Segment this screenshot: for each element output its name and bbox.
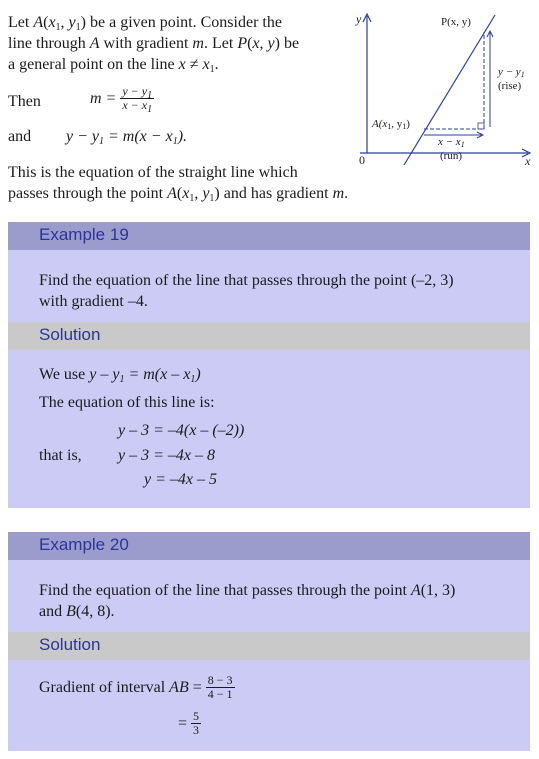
problem-line-1: Find the equation of the line that passes through the point (–2, 3) [39, 272, 454, 289]
example-19-solution [8, 350, 530, 508]
step-2: y – 3 = –4x – 8 [118, 447, 215, 464]
example-20-box [8, 532, 530, 751]
example-20-title: Example 20 [39, 535, 129, 554]
intro-para-2: passes through the point $A(x_1$, $y_1$) and has gradient m. [8, 185, 349, 204]
intro-para-1: This is the equation of the straight line which [8, 164, 298, 181]
example-20-solution [8, 660, 530, 751]
example-19-solution-header [8, 322, 530, 350]
and-label: and [8, 128, 32, 145]
problem-line-2: with gradient –4. [39, 293, 148, 310]
solution-title: Solution [39, 635, 101, 654]
gradient-formula: m = $\frac{y - y_1}{x - x_1}$ [90, 84, 153, 115]
intro-line-1: Let $A(x_1$, $y_1$) be a given point. Consider the [8, 14, 282, 33]
example-19-header [8, 222, 530, 250]
step-1: y – 3 = –4(x – (–2)) [118, 422, 245, 439]
we-use-line: We use $y - y_1 = m(x - x_1)$ [39, 366, 201, 385]
then-label: Then [8, 93, 41, 110]
equation-intro: The equation of this line is: [39, 394, 215, 411]
point-gradient-equation: $y - y_1 = m(x - x_1)$. [66, 128, 188, 147]
example-19-problem [8, 250, 530, 322]
gradient-diagram [350, 8, 535, 168]
example-20-header [8, 532, 530, 560]
example-20-problem [8, 560, 530, 632]
intro-line-2: line through A with gradient m. Let P(x, y) be [8, 35, 300, 52]
origin-label: 0 [359, 153, 365, 167]
x-axis-label: x [525, 154, 531, 168]
run-expression: x − x1 [438, 136, 465, 149]
gradient-result: = $\frac{5}{3}$ [178, 709, 200, 737]
point-P-label: P(x, y) [441, 16, 471, 28]
example-20-solution-header [8, 632, 530, 660]
example-19-box [8, 222, 530, 508]
solution-title: Solution [39, 325, 101, 344]
gradient-calculation: Gradient of interval AB = $\frac{8 - 3}{4 - 1}$ [39, 673, 233, 701]
point-A-label: A(x1, y1) [372, 118, 410, 131]
rise-label: (rise) [498, 80, 522, 92]
intro-line-3: a general point on the line $x \ne x_1$. [8, 56, 219, 75]
rise-expression: y − y1 [498, 66, 525, 79]
problem-line-1: Find the equation of the line that passes through the point A(1, 3) [39, 582, 456, 599]
y-axis-label: y [356, 12, 362, 26]
example-19-title: Example 19 [39, 225, 129, 244]
right-angle-marker [478, 123, 484, 129]
step-3: y = –4x – 5 [144, 471, 217, 488]
problem-line-2: and B(4, 8). [39, 603, 115, 620]
run-label: (run) [440, 150, 462, 162]
that-is-label: that is, [39, 447, 82, 464]
